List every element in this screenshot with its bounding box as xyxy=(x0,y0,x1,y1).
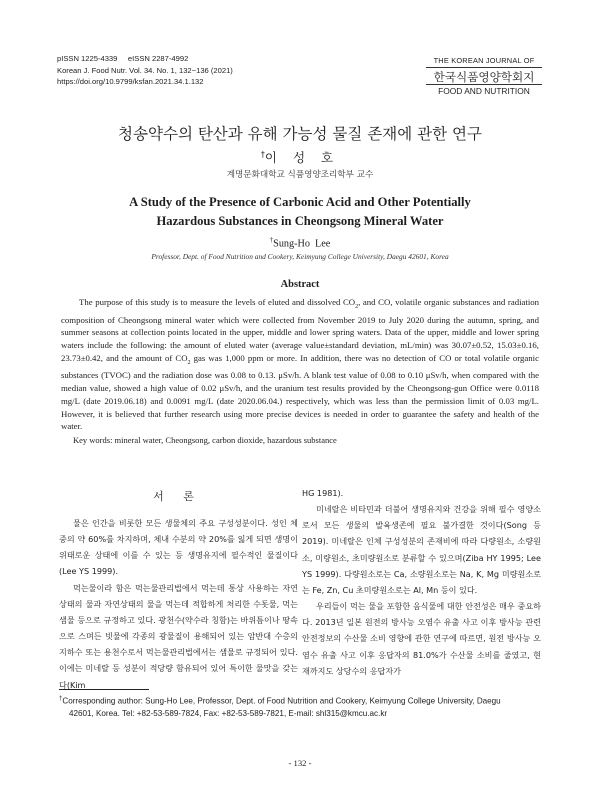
journal-name-ko: 한국식품영양학회지 xyxy=(433,70,535,84)
paragraph: 미네랄은 비타민과 더불어 생명유지와 건강을 위해 필수 영양소로서 모든 생물의 발육생존에 필요 불가결한 것이다(Song 등 2019). 미네랄은 인체 구성성분의 존재비에 따라 다량원소, 소량원소, 미량원소, 초미량원소로 분류할 수 있으며(Ziba HY 1995; Lee YS 1999). 다량원소로는 Ca, 소량원소로는 Na, K, Mg 미량원소로는 Fe, Zn, Cu 초미량원소로는 Al, Mn 등이 있다. xyxy=(302,504,541,595)
footnote-line1: †Corresponding author: Sung-Ho Lee, Professor, Dept. of Food Nutrition and Cookery, Keimyung College University, Daegu xyxy=(59,696,501,706)
page-number: - 132 - xyxy=(288,758,312,768)
title-korean: 청송약수의 탄산과 유해 가능성 물질 존재에 관한 연구 xyxy=(118,125,482,143)
title-english xyxy=(0,193,600,231)
author-korean xyxy=(0,148,600,166)
footnote-corresponding-author xyxy=(59,693,540,721)
author-name-en: Sung-Ho Lee xyxy=(273,238,331,250)
title-en-line1: A Study of the Presence of Carbonic Acid and Other Potentially xyxy=(129,195,471,209)
doi-link[interactable]: https://doi.org/10.9799/ksfan.2021.34.1.132 xyxy=(57,77,204,87)
right-column xyxy=(302,485,541,679)
citation-line: Korean J. Food Nutr. Vol. 34. No. 1, 132~136 (2021) xyxy=(57,65,233,75)
paragraph: 우리들이 먹는 물을 포함한 음식물에 대한 안전성은 매우 중요하다. 2013년 일본 원전의 방사능 오염수 유출 사고 이후 방사능 관련 안전정보의 수산물 소비 영향에 관한 연구에 따르면, 원전 방사능 오염수 유출 사고 이후 응답자의 81.0%가 수산물 소비를 줄였고, 현재까지도 상당수의 응답자가 xyxy=(302,601,541,676)
journal-name-en-top: THE KOREAN JOURNAL OF xyxy=(426,56,542,68)
corresponding-mark-en: † xyxy=(269,236,274,244)
paragraph-continued: HG 1981). xyxy=(302,488,344,498)
paragraph: 먹는물이라 함은 먹는물관리법에서 먹는데 통상 사용하는 자연상태의 물과 자연상태의 물을 먹는데 적합하게 처리한 수돗물, 먹는 샘물 등으로 규정하고 있다. 광천수(약수라 칭함)는 바위틈이나 땅속으로 스며든 빗물에 각종의 광물질이 용해되어 있는 암반대 수층의 지하수 또는 용천수로서 먹는물관리법에서는 샘물로 규정되어 있다. 이에는 미네랄 등 성분이 적당량 함유되어 있어 특이한 물맛을 갖는다(Kim xyxy=(59,582,298,690)
affiliation-english: Professor, Dept. of Food Nutrition and Cookery, Keimyung College University, Daegu 42601, Korea xyxy=(151,252,449,261)
author-name-ko: 이 성 호 xyxy=(264,150,340,165)
journal-header-info xyxy=(57,53,233,88)
paragraph: 물은 인간을 비롯한 모든 생물체의 주요 구성성분이다. 성인 체중의 약 60%를 차지하며, 체내 수분의 약 20%를 잃게 되면 생명이 위태로운 상태에 이를 수 있는 등 생명유지에 필수적인 물질이다(Lee YS 1999). xyxy=(59,518,298,577)
left-column xyxy=(59,515,298,693)
issn-line: pISSN 1225-4339 eISSN 2287-4992 xyxy=(57,54,189,63)
abstract-text: The purpose of this study is to measure the levels of eluted and dissolved $CO_2$, and CO, volatile organic substances and radiation composition of Cheongsong mineral water which were collected from November 2019 to July 2020 during the autumn, spring, and summer seasons at collection points located in the upper, middle and lower spring waters. Data of the upper, middle and lower spring waters include the following: the amount of eluted water (average value±standard deviation, mL/min) was 30.07±0.52, 15.03±0.16, 23.73±0.42, and the amount of $CO_2$ gas was 1,000 ppm or more. In addition, there was no detection of CO or total volatile organic substances (TVOC) and the radiation dose was 0.08 to 0.13. μSv/h. A blank test value of 0.08 to 0.10 μSv/h, when compared with the median value, showed a high value of 0.02 μSv/h, and the uranium test results provided by the Cheongsong-gun Office were 0.0118 mg/L (date 2019.06.18) and 0.0091 mg/L (date 2020.06.04.) respectively, which was less than the permission limit of 0.03 mg/L. However, it is believed that further research using more precise devices is needed in order to guarantee the safety and health of the water. xyxy=(61,297,539,432)
corresponding-mark: † xyxy=(260,149,265,159)
keywords: Key words: mineral water, Cheongsong, carbon dioxide, hazardous substance xyxy=(73,435,337,445)
affiliation-korean: 계명문화대학교 식품영양조리학부 교수 xyxy=(226,170,374,180)
footnote-divider xyxy=(59,689,149,690)
journal-logo xyxy=(426,56,542,96)
abstract-body xyxy=(61,296,539,447)
author-english xyxy=(0,236,600,249)
abstract-heading: Abstract xyxy=(280,279,320,290)
section-title-introduction: 서 론 xyxy=(153,490,202,503)
journal-name-en-bottom: FOOD AND NUTRITION xyxy=(426,84,542,96)
footnote-line2: 42601, Korea. Tel: +82-53-589-7824, Fax: +82-53-589-7821, E-mail: shl315@kmcu.ac.kr xyxy=(69,709,388,719)
title-en-line2: Hazardous Substances in Cheongsong Mineral Water xyxy=(156,214,444,228)
